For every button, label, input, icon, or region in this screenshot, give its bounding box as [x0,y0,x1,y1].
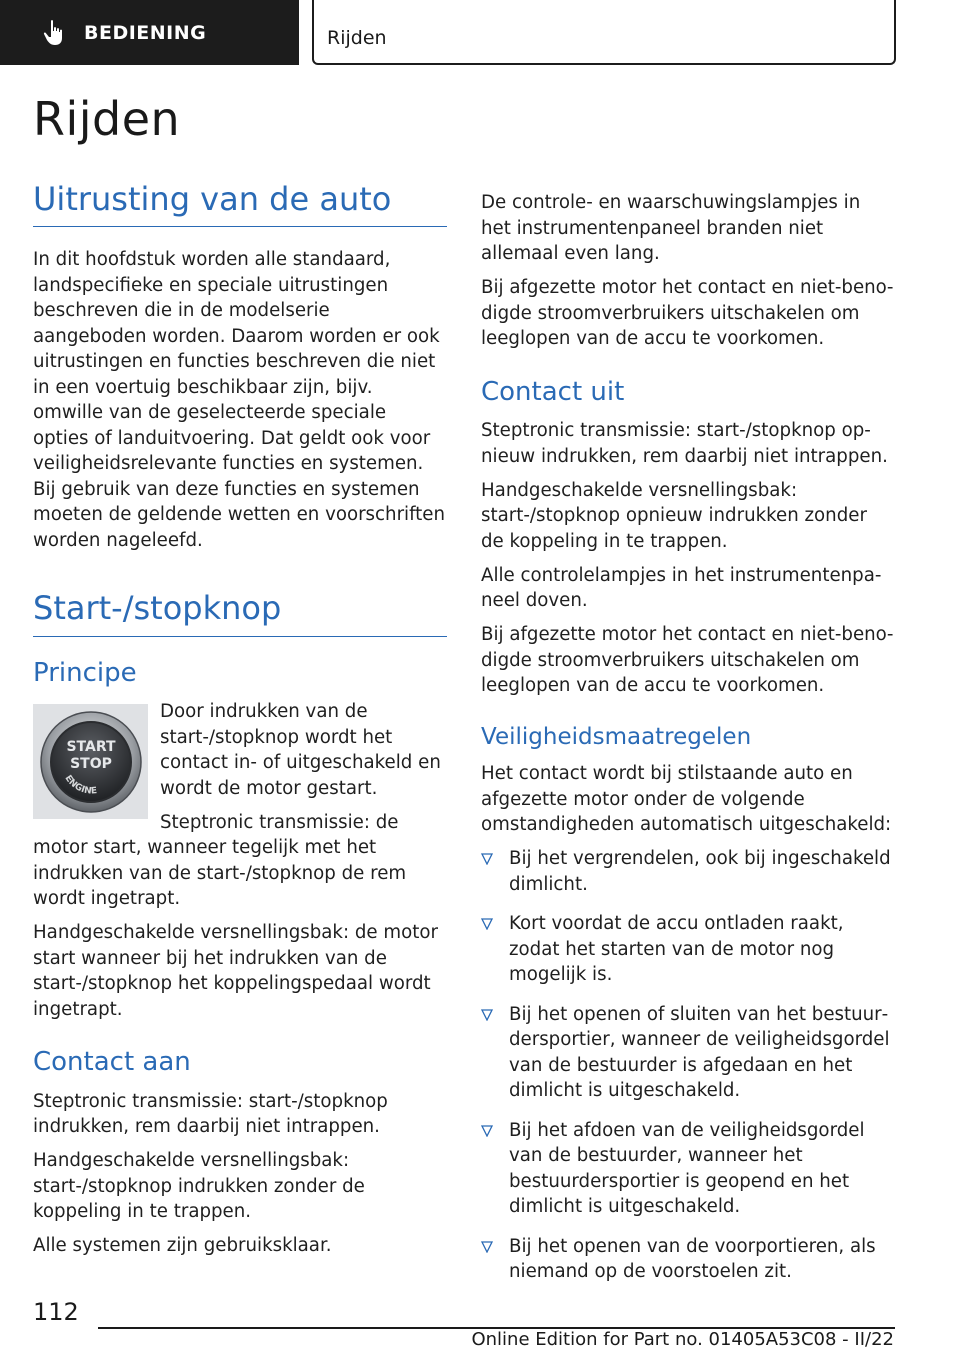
list-item [481,846,895,897]
chapter-tab [0,0,299,65]
button-text-engine: ENGINE [62,773,98,797]
triangle-bullet-icon [481,918,493,930]
triangle-bullet-icon [481,853,493,865]
heading-contact-uit: Contact uit [481,376,625,407]
paragraph-veilig: Het contact wordt bij stilstaande auto en afgezette motor onder de volgende omstandigheden automatisch uitgeschakeld: [481,763,892,836]
paragraph-principe-2: Steptronic transmissie: de motor start, wanneer tegelijk met het indrukken van de start-/stopknop de rem wordt ingetrapt. [33,811,407,910]
paragraph-aan-3: Alle systemen zijn gebruiksklaar. [33,1235,332,1257]
paragraph-uit-2: Handgeschakelde versnellingsbak: start-/stopknop opnieuw indrukken zonder de koppeling in te trappen. [481,479,867,552]
list-item [481,1234,895,1285]
list-item-text: Bij het vergrendelen, ook bij ingeschakeld dimlicht. [509,848,891,895]
left-column [33,180,447,1267]
section-label: Rijden [327,27,387,49]
section-header [312,0,896,65]
heading-start-stopknop: Start-/stopknop [33,589,447,636]
list-item-text: Bij het openen van de voorportieren, als niemand op de voorstoelen zit. [509,1235,876,1283]
heading-contact-aan: Contact aan [33,1047,191,1078]
list-item [481,1118,895,1220]
paragraph-intro-1: De controle- en waarschuwingslampjes in het instrumentenpaneel branden niet allemaal even lang. [481,192,861,264]
chapter-label: BEDIENING [84,21,207,44]
paragraph-aan-1: Steptronic transmissie: start-/stopknop indrukken, rem daarbij niet intrappen. [33,1090,388,1138]
heading-uitrusting: Uitrusting van de auto [33,180,447,227]
page-title: Rijden [33,92,181,146]
right-column [481,190,895,1299]
list-item [481,911,895,988]
paragraph-uit-3: Alle controlelampjes in het instrumentenpaneel doven. [481,564,882,611]
hand-pointer-icon [42,19,68,47]
paragraph-principe-1: Door indrukken van de start-/stopknop wordt het contact in- of uitgeschakeld en wordt de motor gestart. [160,701,441,799]
paragraph-principe-3: Handgeschakelde versnellingsbak: de motor start wanneer bij het indrukken van de start-/stopknop het koppelingspedaal wordt ingetrapt. [33,922,438,1020]
triangle-bullet-icon [481,1009,493,1021]
page-number: 112 [33,1298,79,1326]
button-text-start: START [65,738,116,755]
triangle-bullet-icon [481,1241,493,1253]
button-text-stop: STOP [69,755,112,772]
paragraph-aan-2: Handgeschakelde versnellingsbak: start-/stopknop indrukken zonder de koppeling in te trappen. [33,1150,365,1223]
footer-edition: Online Edition for Part no. 01405A53C08 - II/22 [471,1329,894,1350]
list-item-text: Kort voordat de accu ontladen raakt, zodat het starten van de motor nog mogelijk is. [509,913,844,986]
paragraph-uit-4: Bij afgezette motor het contact en niet-benodigde stroomverbruikers uitschakelen om leeglopen van de accu te voorkomen. [481,624,894,696]
paragraph-uit-1: Steptronic transmissie: start-/stopknop opnieuw indrukken, rem daarbij niet intrappen. [481,420,888,467]
list-item-text: Bij het afdoen van de veiligheidsgordel van de bestuurder, wanneer het bestuurdersportier is geopend en het dimlicht is uitgeschakeld. [509,1119,865,1218]
paragraph-intro-2: Bij afgezette motor het contact en niet-benodigde stroomverbruikers uitschakelen om leeglopen van de accu te voorkomen. [481,277,894,349]
heading-principe: Principe [33,657,137,688]
bullet-list [481,846,895,1285]
triangle-bullet-icon [481,1125,493,1137]
list-item [481,1002,895,1104]
list-item-text: Bij het openen of sluiten van het bestuurdersportier, wanneer de veiligheidsgordel van de bestuurder is afgedaan en het dimlicht is uitgeschakeld. [509,1003,890,1102]
start-stop-button-image [33,704,148,819]
principe-block [33,699,447,920]
paragraph-uitrusting: In dit hoofdstuk worden alle standaard, landspecifieke en speciale uitrustingen beschreven die in de modelserie aangeboden worden. Daarom worden er ook uitrustingen en functies beschreven die niet in een voertuig beschikbaar zijn, bijv. omwille van de geselecteerde speciale opties of landuitvoering. Dat geldt ook voor veiligheidsrelevante functies en systemen. Bij gebruik van deze functies en systemen moeten de geldende wetten en voorschriften worden nageleefd. [33,249,446,551]
heading-veiligheidsmaatregelen: Veiligheidsmaatregelen [481,723,752,750]
